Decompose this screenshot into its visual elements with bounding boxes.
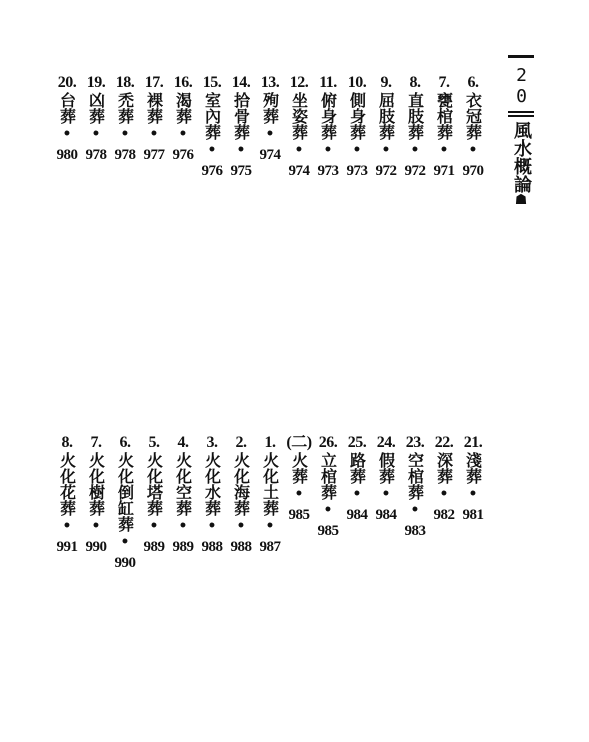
entry-title: 台葬 <box>57 92 77 124</box>
leader-dot: • <box>352 486 362 502</box>
leader-dot: • <box>207 142 217 158</box>
entry-title: 俯身葬 <box>318 92 338 140</box>
toc-entry <box>313 74 343 182</box>
entry-title: 火化海葬 <box>231 452 251 516</box>
entry-title: 甕棺葬 <box>434 92 454 140</box>
entry-number: 16. <box>173 74 193 91</box>
leader-dot: • <box>207 518 217 534</box>
entry-number: 8. <box>61 434 73 451</box>
entry-title: 屈肢葬 <box>376 92 396 140</box>
entry-number: 22. <box>434 434 454 451</box>
entry-title: 路葬 <box>347 452 367 484</box>
entry-number: 13. <box>260 74 280 91</box>
entry-number: 26. <box>318 434 338 451</box>
toc-entry <box>81 434 111 558</box>
entry-page-number: 989 <box>172 539 194 555</box>
page-header <box>506 52 536 207</box>
entry-number: 25. <box>347 434 367 451</box>
toc-entry <box>342 434 372 526</box>
entry-title: 凶葬 <box>86 92 106 124</box>
entry-number: 6. <box>119 434 131 451</box>
leader-dot: • <box>91 126 101 142</box>
leader-dot: • <box>149 126 159 142</box>
entry-page-number: 989 <box>143 539 165 555</box>
entry-page-number: 974 <box>259 147 281 163</box>
entry-page-number: 976 <box>172 147 194 163</box>
toc-entry <box>284 434 314 526</box>
entry-page-number: 980 <box>56 147 78 163</box>
entry-number: 2. <box>235 434 247 451</box>
entry-number: 6. <box>467 74 479 91</box>
entry-number: 10. <box>347 74 367 91</box>
entry-title: 直肢葬 <box>405 92 425 140</box>
entry-page-number: 988 <box>230 539 252 555</box>
entry-title: 火化土葬 <box>260 452 280 516</box>
entry-title: 空棺葬 <box>405 452 425 500</box>
entry-title: 淺葬 <box>463 452 483 484</box>
entry-page-number: 991 <box>56 539 78 555</box>
entry-page-number: 974 <box>288 163 310 179</box>
entry-title: 火化塔葬 <box>144 452 164 516</box>
entry-page-number: 971 <box>433 163 455 179</box>
entry-title: 室內葬 <box>202 92 222 140</box>
leader-dot: • <box>439 486 449 502</box>
entry-number: 18. <box>115 74 135 91</box>
leader-dot: • <box>62 126 72 142</box>
entry-title: 假葬 <box>376 452 396 484</box>
leader-dot: • <box>381 486 391 502</box>
entry-number: 7. <box>438 74 450 91</box>
entry-title: 衣冠葬 <box>463 92 483 140</box>
entry-title: 側身葬 <box>347 92 367 140</box>
entry-page-number: 978 <box>85 147 107 163</box>
entry-title: 裸葬 <box>144 92 164 124</box>
entry-page-number: 985 <box>317 523 339 539</box>
toc-entry <box>255 74 285 166</box>
entry-number: 1. <box>264 434 276 451</box>
toc-entry <box>371 434 401 526</box>
entry-number: 21. <box>463 434 483 451</box>
entry-number: 15. <box>202 74 222 91</box>
header-rule-middle <box>508 111 534 117</box>
toc-entry <box>81 74 111 166</box>
toc-entry <box>110 74 140 166</box>
entry-number: 3. <box>206 434 218 451</box>
leader-dot: • <box>178 518 188 534</box>
entry-title: 拾骨葬 <box>231 92 251 140</box>
toc-entry <box>226 434 256 558</box>
leader-dot: • <box>439 142 449 158</box>
toc-entry <box>110 434 140 574</box>
entry-number: 19. <box>86 74 106 91</box>
toc-entry <box>284 74 314 182</box>
entry-page-number: 990 <box>85 539 107 555</box>
toc-entry <box>371 74 401 182</box>
entry-page-number: 984 <box>346 507 368 523</box>
entry-page-number: 981 <box>462 507 484 523</box>
entry-page-number: 978 <box>114 147 136 163</box>
toc-entry <box>139 74 169 166</box>
entry-title: 火化水葬 <box>202 452 222 516</box>
entry-page-number: 973 <box>346 163 368 179</box>
entry-title: 渴葬 <box>173 92 193 124</box>
entry-title: 火葬 <box>289 452 309 484</box>
toc-entry <box>197 434 227 558</box>
toc-entry <box>458 434 488 526</box>
entry-page-number: 970 <box>462 163 484 179</box>
leader-dot: • <box>62 518 72 534</box>
entry-number: 20. <box>57 74 77 91</box>
entry-number: 4. <box>177 434 189 451</box>
entry-title: 禿葬 <box>115 92 135 124</box>
book-title: 風水概論 <box>511 121 532 193</box>
entry-page-number: 982 <box>433 507 455 523</box>
entry-title: 火化空葬 <box>173 452 193 516</box>
toc-entry <box>313 434 343 542</box>
entry-number: 24. <box>376 434 396 451</box>
entry-title: 火化倒缸葬 <box>115 452 135 532</box>
header-rule-top <box>508 55 534 61</box>
toc-entry <box>197 74 227 182</box>
toc-entry <box>168 74 198 166</box>
page-number: 20 <box>511 65 532 107</box>
entry-number: 5. <box>148 434 160 451</box>
leader-dot: • <box>352 142 362 158</box>
leader-dot: • <box>120 126 130 142</box>
entry-page-number: 975 <box>230 163 252 179</box>
entry-title: 坐姿葬 <box>289 92 309 140</box>
leader-dot: • <box>468 486 478 502</box>
entry-page-number: 984 <box>375 507 397 523</box>
leader-dot: • <box>91 518 101 534</box>
leader-dot: • <box>410 142 420 158</box>
entry-number: 14. <box>231 74 251 91</box>
entry-number: 23. <box>405 434 425 451</box>
leader-dot: • <box>265 126 275 142</box>
entry-number: 9. <box>380 74 392 91</box>
toc-entry <box>400 74 430 182</box>
leader-dot: • <box>294 142 304 158</box>
toc-entry <box>342 74 372 182</box>
entry-page-number: 990 <box>114 555 136 571</box>
entry-title: 火化花葬 <box>57 452 77 516</box>
leader-dot: • <box>120 534 130 550</box>
toc-entry <box>226 74 256 182</box>
entry-number: 8. <box>409 74 421 91</box>
toc-entry <box>400 434 430 542</box>
toc-entry <box>429 74 459 182</box>
toc-entry <box>255 434 285 558</box>
entry-page-number: 985 <box>288 507 310 523</box>
toc-entry <box>458 74 488 182</box>
entry-page-number: 972 <box>404 163 426 179</box>
entry-page-number: 988 <box>201 539 223 555</box>
leader-dot: • <box>468 142 478 158</box>
entry-page-number: 973 <box>317 163 339 179</box>
entry-page-number: 977 <box>143 147 165 163</box>
entry-title: 火化樹葬 <box>86 452 106 516</box>
entry-page-number: 972 <box>375 163 397 179</box>
leader-dot: • <box>323 502 333 518</box>
toc-entry <box>52 74 82 166</box>
toc-entry <box>168 434 198 558</box>
leader-dot: • <box>381 142 391 158</box>
leader-dot: • <box>178 126 188 142</box>
leader-dot: • <box>410 502 420 518</box>
entry-page-number: 976 <box>201 163 223 179</box>
entry-number: 17. <box>144 74 164 91</box>
ornament-icon: ☗ <box>514 192 528 208</box>
toc-entry <box>52 434 82 558</box>
entry-page-number: 983 <box>404 523 426 539</box>
entry-number: 12. <box>289 74 309 91</box>
entry-page-number: 987 <box>259 539 281 555</box>
leader-dot: • <box>236 142 246 158</box>
leader-dot: • <box>236 518 246 534</box>
entry-title: 深葬 <box>434 452 454 484</box>
leader-dot: • <box>149 518 159 534</box>
entry-title: 殉葬 <box>260 92 280 124</box>
entry-number: (二) <box>286 434 312 451</box>
entry-title: 立棺葬 <box>318 452 338 500</box>
leader-dot: • <box>323 142 333 158</box>
toc-entry <box>139 434 169 558</box>
toc-entry <box>429 434 459 526</box>
entry-number: 11. <box>319 74 337 91</box>
leader-dot: • <box>294 486 304 502</box>
entry-number: 7. <box>90 434 102 451</box>
leader-dot: • <box>265 518 275 534</box>
